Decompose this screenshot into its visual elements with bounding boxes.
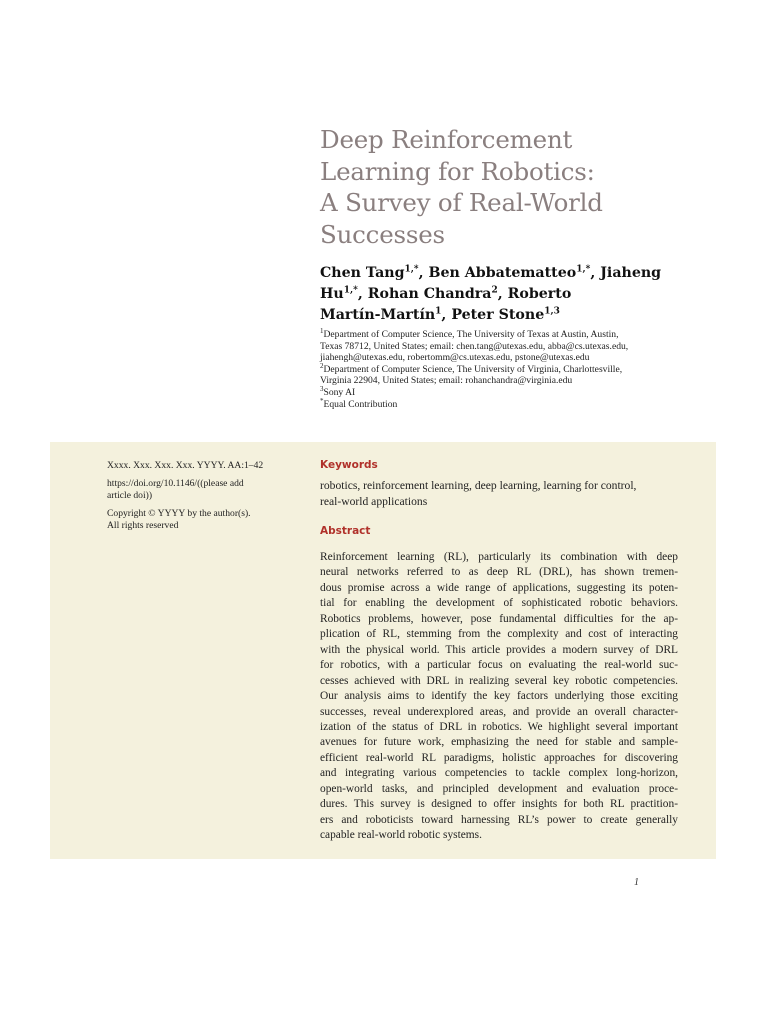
keywords-text [320,478,680,509]
affiliation-line: Virginia 22904, United States; email: rohanchandra@virginia.edu [320,375,573,387]
author-affil-mark: 1 [435,306,442,317]
abstract-line: Our analysis aims to identify the key factors underlying those exciting [320,690,678,703]
doi-link[interactable] [107,478,297,502]
affiliation-line: Texas 78712, United States; email: chen.tang@utexas.edu, abba@cs.utexas.edu, [320,340,629,352]
abstract-line: capable real-world robotic systems. [320,829,482,842]
copyright-line: Copyright © YYYY by the author(s). [107,508,251,519]
author-name: Chen Tang [320,265,405,281]
affiliation-text: Equal Contribution [323,398,398,410]
author-line: $Hu^{1,*}$, Rohan Chandra$^2$, Roberto [320,285,572,302]
title-line: A Survey of Real-World [320,188,603,217]
author-name: Peter Stone [451,307,545,323]
affiliation-line [320,361,680,376]
abstract-line: avenues for future work, emphasizing the need for stable and sample- [320,736,678,749]
abstract-line: tial for enabling the development of sophisticated robotic behaviors. [320,597,678,610]
abstract-line: Robotics problems, however, pose fundamental difficulties for the ap- [320,612,678,625]
keywords-line: real-world applications [320,494,428,508]
abstract-line: Reinforcement learning (RL), particularly its combination with deep [320,551,678,563]
author-affil-mark: 1,3 [544,306,560,317]
abstract-line: successes, reveal underexplored areas, and provide an overall character- [320,705,678,718]
publication-info [107,460,297,538]
author-name-part: Roberto [507,286,572,302]
abstract-text [320,550,678,844]
abstract-line: efficient real-world RL paradigms, holistic approaches for discovering [320,751,678,764]
title-line: Deep Reinforcement [320,125,573,154]
affiliation-text: Sony AI [323,386,356,398]
affiliation-mark: 3 [320,384,324,393]
abstract-line: ization of the status of DRL in robotics. We highlight several important [320,720,678,733]
author-line: Martín-Martín$^1$, Peter Stone$^{1,3}$ [320,306,560,323]
copyright-line: All rights reserved [107,520,179,531]
affiliation-line [320,384,680,399]
author-name-part: Hu [320,286,344,302]
affiliations [320,326,680,410]
abstract-line: dous promise across a wide range of applications, suggesting its poten- [320,581,678,594]
author-name: Ben Abbatematteo [428,265,577,281]
affiliation-text: Department of Computer Science, The University of Virginia, Charlottesville, [323,363,623,375]
abstract-line: and integrating various competencies to tackle complex long-horizon, [320,767,678,780]
keywords-heading: Keywords [320,459,378,471]
paper-title [320,124,740,250]
abstract-line: for robotics, with a particular focus on evaluating the real-world suc- [320,659,678,672]
abstract-line: with the physical world. This article provides a modern survey of DRL [320,643,678,656]
affiliation-mark: 1 [320,326,324,335]
author-line: Chen Tang$^{1,*}$, Ben Abbatematteo$^{1,*}$, Jiaheng [320,264,662,281]
author-affil-mark: 1,* [576,264,591,275]
author-affil-mark: 1,* [404,264,419,275]
keywords-line: robotics, reinforcement learning, deep learning, learning for control, [320,479,637,492]
abstract-line: neural networks referred to as deep RL (DRL), has shown tremen- [320,566,678,579]
title-line: Successes [320,219,445,249]
affiliation-mark: * [320,396,324,405]
author-name-part: Martín-Martín [320,307,436,323]
page-number: 1 [634,877,639,888]
affiliation-line [320,396,680,411]
author-name-part: Jiaheng [600,265,662,281]
abstract-line: cesses achieved with DRL in realizing several key robotic competencies. [320,674,678,687]
affiliation-line [320,326,680,341]
journal-citation: Xxxx. Xxx. Xxx. Xxx. YYYY. AA:1–42 [107,460,264,471]
title-line: Learning for Robotics: [320,156,595,186]
abstract-heading: Abstract [320,525,371,537]
affiliation-text: Department of Computer Science, The University of Texas at Austin, Austin, [323,329,619,340]
doi-line: https://doi.org/10.1146/((please add [107,478,244,489]
author-list [320,263,680,326]
author-affil-mark: 1,* [343,285,358,296]
abstract-line: plication of RL, stemming from the complexity and cost of interacting [320,628,678,641]
doi-line: article doi)) [107,490,153,501]
affiliation-mark: 2 [320,361,324,370]
author-name: Rohan Chandra [367,286,492,302]
abstract-line: open-world tasks, and principled development and evaluation proce- [320,782,678,795]
abstract-line: dures. This survey is designed to offer insights for both RL practition- [320,798,678,811]
author-affil-mark: 2 [491,285,498,296]
affiliation-line: jiahengh@utexas.edu, robertomm@cs.utexas.edu, pstone@utexas.edu [320,352,590,364]
abstract-line: ers and roboticists toward harnessing RL’s power to create generally [320,813,678,826]
copyright-notice [107,508,297,532]
